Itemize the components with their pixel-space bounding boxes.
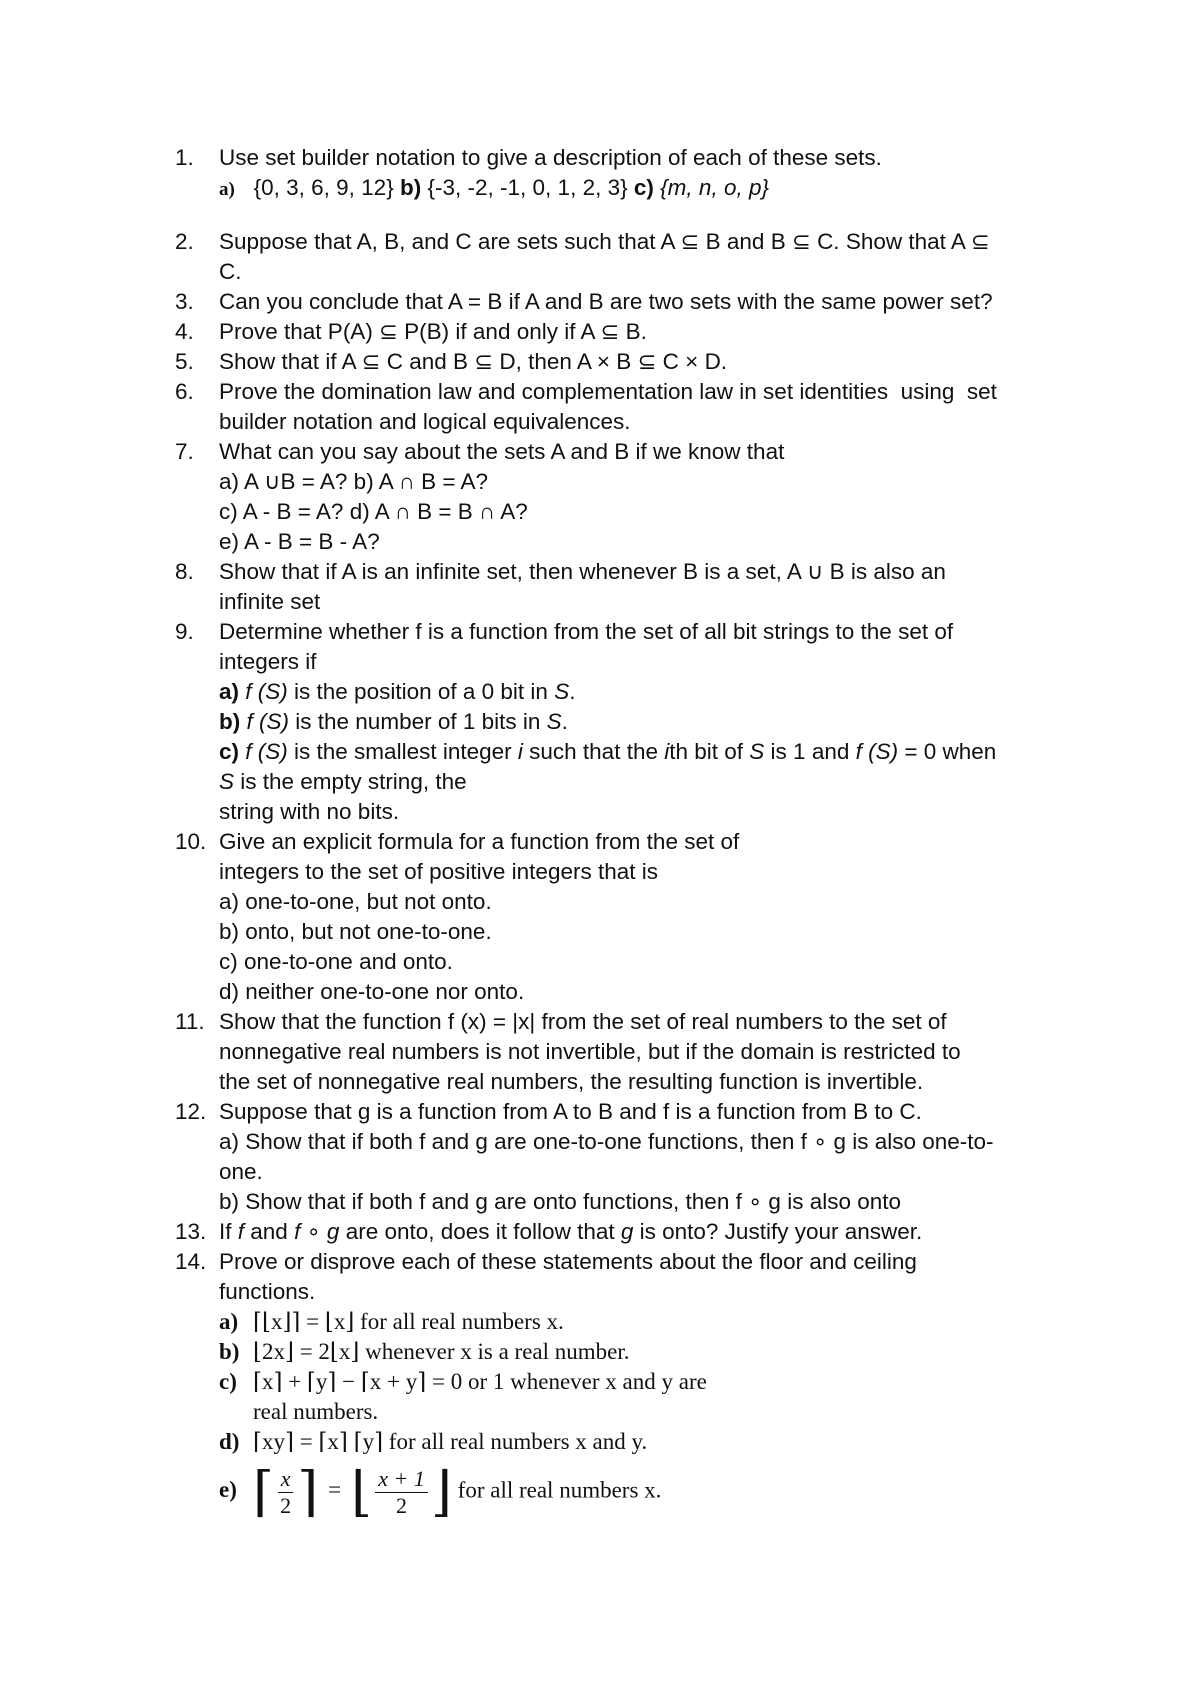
math-i: i (664, 739, 670, 764)
sub-part-d: d) neither one-to-one nor onto. (219, 979, 525, 1004)
question-number: 6. (175, 379, 194, 404)
part-text: is the empty string, the (234, 769, 467, 794)
question-number: 14. (175, 1249, 207, 1274)
question-9 (175, 617, 1075, 827)
math-fog: f ∘ g (294, 1219, 340, 1244)
set-value: {m, n, o, p} (660, 175, 769, 200)
part-text: . (561, 709, 568, 734)
question-number: 5. (175, 349, 194, 374)
statement-text: ⌈x⌉ + ⌈y⌉ − ⌈x + y⌉ = 0 or 1 whenever x and y are (253, 1369, 707, 1394)
statement-text: for all real numbers x. (457, 1477, 662, 1503)
ceiling-fraction (253, 1461, 318, 1523)
part-label: e) (219, 1477, 237, 1503)
question-1-parts (219, 173, 1075, 205)
question-text-line: Prove the domination law and complementation law in set identities using set (219, 379, 997, 404)
text-fragment: If (219, 1219, 238, 1244)
statement-text: ⌈xy⌉ = ⌈x⌉ ⌈y⌉ for all real numbers x and y. (253, 1429, 648, 1454)
math-fs: f (S) (855, 739, 899, 764)
sub-part-c-cont (219, 767, 1075, 797)
question-text: What can you say about the sets A and B if we know that (219, 439, 785, 464)
question-text: Prove that P(A) ⊆ P(B) if and only if A ⊆ B. (219, 319, 647, 344)
statement-c-cont: real numbers. (253, 1399, 379, 1424)
question-1 (175, 143, 1075, 205)
part-text: is the position of a 0 bit in (287, 679, 555, 704)
math-fs: f (S) (245, 679, 288, 704)
sub-part-e: e) A - B = B - A? (219, 529, 380, 554)
question-2 (175, 227, 1075, 287)
math-i: i (517, 739, 523, 764)
question-number: 1. (175, 145, 194, 170)
question-text (219, 1217, 1075, 1247)
question-number: 2. (175, 229, 194, 254)
part-text: . (569, 679, 576, 704)
part-label: c) (219, 739, 240, 764)
math-s: S (554, 679, 570, 704)
question-number: 7. (175, 439, 194, 464)
question-7 (175, 437, 1075, 557)
sub-part-c-cont: string with no bits. (219, 799, 400, 824)
question-text-line: Show that if A is an infinite set, then whenever B is a set, A ∪ B is also an (219, 559, 946, 584)
equals-sign: = (328, 1477, 342, 1503)
numerator: x + 1 (375, 1466, 428, 1493)
question-number: 11. (175, 1009, 205, 1034)
statement-c (219, 1367, 1075, 1397)
part-label: b) (399, 175, 422, 200)
sub-parts-cd: c) A - B = A? d) A ∩ B = B ∩ A? (219, 499, 528, 524)
part-text: is 1 and (764, 739, 856, 764)
question-number: 12. (175, 1099, 207, 1124)
part-label: c) (633, 175, 654, 200)
sub-parts-ab: a) A ∪B = A? b) A ∩ B = A? (219, 469, 489, 494)
sub-part-a: a) one-to-one, but not onto. (219, 889, 492, 914)
question-text-line: Give an explicit formula for a function from the set of (219, 829, 740, 854)
question-5 (175, 347, 1075, 377)
question-14 (175, 1247, 1075, 1523)
question-text-line: builder notation and logical equivalences. (219, 409, 631, 434)
floor-fraction (351, 1461, 452, 1523)
part-label: a) (219, 679, 240, 704)
math-s: S (749, 739, 765, 764)
numerator: x (278, 1466, 294, 1493)
set-value: {-3, -2, -1, 0, 1, 2, 3} (427, 175, 628, 200)
right-ceiling-bracket: ⌉ (297, 1460, 319, 1523)
text-fragment: and (244, 1219, 295, 1244)
part-text: such that the (522, 739, 665, 764)
statement-b (219, 1337, 1075, 1367)
fraction (277, 1466, 294, 1519)
question-11 (175, 1007, 1075, 1097)
part-label: b) (219, 1339, 240, 1364)
question-12 (175, 1097, 1075, 1217)
part-text: is the number of 1 bits in (289, 709, 547, 734)
math-s: S (546, 709, 562, 734)
question-text-line: nonnegative real numbers is not invertible, but if the domain is restricted to (219, 1039, 961, 1064)
fraction (375, 1466, 428, 1519)
question-text-line: infinite set (219, 589, 321, 614)
part-label: a) (219, 179, 235, 200)
question-text-line: integers if (219, 649, 317, 674)
part-text: = 0 when (898, 739, 997, 764)
question-text-line: C. (219, 259, 242, 284)
question-6 (175, 377, 1075, 437)
question-text-line: the set of nonnegative real numbers, the resulting function is invertible. (219, 1069, 924, 1094)
statement-e (219, 1461, 1075, 1523)
question-number: 10. (175, 829, 207, 854)
question-13 (175, 1217, 1075, 1247)
denominator: 2 (396, 1492, 408, 1518)
question-number: 13. (175, 1219, 207, 1244)
question-8 (175, 557, 1075, 617)
question-text: Use set builder notation to give a description of each of these sets. (219, 145, 882, 170)
text-fragment: are onto, does it follow that (339, 1219, 621, 1244)
left-ceiling-bracket: ⌈ (253, 1460, 275, 1523)
right-floor-bracket: ⌋ (430, 1460, 452, 1523)
question-text-line: Determine whether f is a function from the set of all bit strings to the set of (219, 619, 954, 644)
question-number: 8. (175, 559, 194, 584)
question-4 (175, 317, 1075, 347)
sub-part-b: b) onto, but not one-to-one. (219, 919, 492, 944)
part-label: b) (219, 709, 241, 734)
sub-part-c (219, 737, 1075, 767)
sub-part-c: c) one-to-one and onto. (219, 949, 453, 974)
sub-part-a: a) Show that if both f and g are one-to-one functions, then f ∘ g is also one-to- (219, 1129, 994, 1154)
question-text-line: Suppose that g is a function from A to B and f is a function from B to C. (219, 1099, 922, 1124)
question-text-line: functions. (219, 1279, 316, 1304)
question-number: 3. (175, 289, 194, 314)
math-fs: f (S) (245, 739, 288, 764)
statement-text: ⌈⌊x⌋⌉ = ⌊x⌋ for all real numbers x. (253, 1309, 564, 1334)
math-s: S (219, 769, 235, 794)
part-label: a) (219, 1309, 239, 1334)
text-fragment: is onto? Justify your answer. (633, 1219, 923, 1244)
denominator: 2 (280, 1492, 292, 1518)
statement-text: ⌊2x⌋ = 2⌊x⌋ whenever x is a real number. (253, 1339, 630, 1364)
question-text: Show that if A ⊆ C and B ⊆ D, then A × B ⊆ C × D. (219, 349, 728, 374)
question-text-line: Suppose that A, B, and C are sets such that A ⊆ B and B ⊆ C. Show that A ⊆ (219, 229, 990, 254)
question-10 (175, 827, 1075, 1007)
question-text-line: integers to the set of positive integers that is (219, 859, 658, 884)
statement-d (219, 1427, 1075, 1457)
math-f: f (237, 1219, 245, 1244)
sub-part-a (219, 677, 1075, 707)
question-text-line: Show that the function f (x) = |x| from the set of real numbers to the set of (219, 1009, 947, 1034)
question-text: Can you conclude that A = B if A and B are two sets with the same power set? (219, 289, 993, 314)
sub-part-b (219, 707, 1075, 737)
part-text: th bit of (669, 739, 750, 764)
part-label: d) (219, 1429, 240, 1454)
part-label: c) (219, 1369, 237, 1394)
question-text-line: Prove or disprove each of these statements about the floor and ceiling (219, 1249, 917, 1274)
question-list (175, 143, 1075, 1523)
math-fs: f (S) (246, 709, 290, 734)
left-floor-bracket: ⌊ (351, 1460, 373, 1523)
set-value: {0, 3, 6, 9, 12} (253, 175, 394, 200)
part-text: is the smallest integer (287, 739, 518, 764)
sub-part-b: b) Show that if both f and g are onto functions, then f ∘ g is also onto (219, 1189, 902, 1214)
math-g: g (620, 1219, 634, 1244)
question-number: 4. (175, 319, 194, 344)
sub-part-a-cont: one. (219, 1159, 263, 1184)
question-3 (175, 287, 1075, 317)
question-number: 9. (175, 619, 194, 644)
statement-a (219, 1307, 1075, 1337)
